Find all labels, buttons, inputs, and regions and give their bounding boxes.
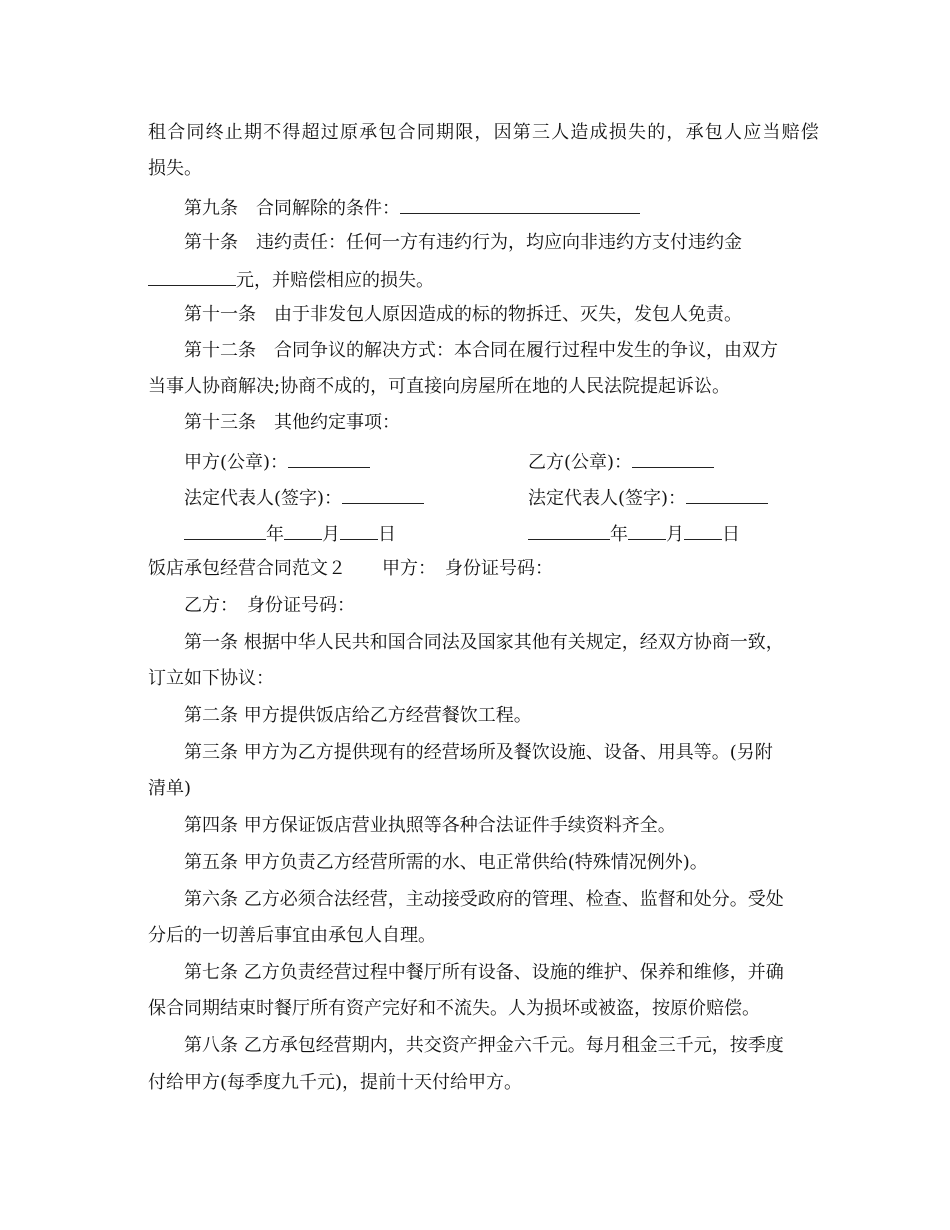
clause-7-cont: 保合同期结束时餐厅所有资产完好和不流失。人为损坏或被盗，按原价赔偿。 (148, 998, 760, 1019)
article-13: 第十三条 其他约定事项： (184, 412, 400, 433)
paragraph-line: 租合同终止期不得超过原承包合同期限，因第三人造成损失的，承包人应当赔偿 (148, 122, 820, 143)
article-10: 第十条 违约责任：任何一方有违约行为，均应向非违约方支付违约金 (184, 232, 742, 253)
article-11: 第十一条 由于非发包人原因造成的标的物拆迁、灭失，发包人免责。 (184, 304, 742, 325)
party-b-seal: 乙方(公章)： (528, 449, 714, 473)
party-a-seal: 甲方(公章)： (184, 449, 370, 473)
blank-field (632, 449, 714, 468)
paragraph-line: 损失。 (148, 158, 202, 179)
clause-2: 第二条 甲方提供饭店给乙方经营餐饮工程。 (184, 705, 532, 726)
clause-6-cont: 分后的一切善后事宜由承包人自理。 (148, 925, 436, 946)
blank-field (686, 485, 768, 504)
article-10-cont: 元，并赔偿相应的损失。 (148, 267, 434, 291)
contract-2-title: 饭店承包经营合同范文２ 甲方： 身份证号码： (148, 558, 553, 579)
clause-6: 第六条 乙方必须合法经营，主动接受政府的管理、检查、监督和处分。受处 (184, 889, 784, 910)
clause-7: 第七条 乙方负责经营过程中餐厅所有设备、设施的维护、保养和维修，并确 (184, 962, 784, 983)
clause-8: 第八条 乙方承包经营期内，共交资产押金六千元。每月租金三千元，按季度 (184, 1035, 784, 1056)
clause-8-cont: 付给甲方(每季度九千元)，提前十天付给甲方。 (148, 1072, 523, 1093)
party-b-id: 乙方： 身份证号码： (184, 595, 355, 616)
blank-field (342, 485, 424, 504)
clause-3: 第三条 甲方为乙方提供现有的经营场所及餐饮设施、设备、用具等。(另附 (184, 742, 773, 763)
party-a-representative: 法定代表人(签字)： (184, 485, 424, 509)
clause-5: 第五条 甲方负责乙方经营所需的水、电正常供给(特殊情况例外)。 (184, 852, 708, 873)
party-b-representative: 法定代表人(签字)： (528, 485, 768, 509)
clause-1-cont: 订立如下协议： (148, 668, 274, 689)
article-12-cont: 当事人协商解决;协商不成的，可直接向房屋所在地的人民法院提起诉讼。 (148, 376, 731, 397)
blank-field (148, 267, 236, 286)
article-9 (184, 195, 640, 219)
party-a-date: 年 月 日 (184, 521, 396, 545)
blank-field (288, 449, 370, 468)
article-9-text: 第九条 合同解除的条件： (184, 198, 400, 219)
clause-3-cont: 清单) (148, 778, 192, 799)
article-12: 第十二条 合同争议的解决方式：本合同在履行过程中发生的争议，由双方 (184, 340, 778, 361)
clause-1: 第一条 根据中华人民共和国合同法及国家其他有关规定，经双方协商一致， (184, 632, 784, 653)
clause-4: 第四条 甲方保证饭店营业执照等各种合法证件手续资料齐全。 (184, 815, 676, 836)
party-b-date: 年 月 日 (528, 521, 740, 545)
blank-field (400, 195, 640, 214)
